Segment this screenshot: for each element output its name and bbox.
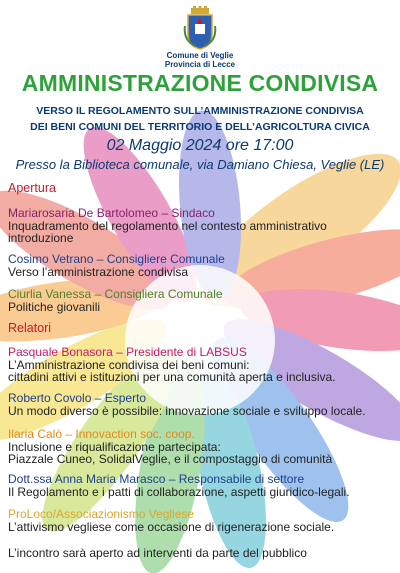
talk-line: Verso l’amministrazione condivisa (8, 264, 189, 279)
talk-line: Inquadramento del regolamento nel contesto amministrativo (8, 218, 327, 233)
provincia-name: Provincia di Lecce (164, 60, 236, 69)
program-item (8, 253, 396, 278)
talk-line: L’Amministrazione condivisa dei beni comuni: (8, 357, 250, 372)
town-crest-icon (183, 6, 217, 50)
program-item (8, 473, 396, 498)
closing-note: L’incontro sarà aperto ad interventi da parte del pubblico (8, 546, 307, 560)
section-relatori: Relatori (8, 321, 52, 335)
talk-line: Il Regolamento e i patti di collaborazione, aspetti giuridico-legali. (8, 484, 350, 499)
talk-line: cittadini attivi e istituzioni per una comunità aperta e inclusiva. (8, 370, 336, 384)
program-item (8, 288, 396, 313)
speaker-name: Ciurlia Vanessa – Consigliera Comunale (8, 287, 223, 301)
comune-name: Comune di Veglie (166, 51, 234, 60)
program-item (8, 508, 396, 533)
talk-line: L’attivismo vegliese come occasione di rigenerazione sociale. (8, 519, 335, 534)
speaker-name: Pasquale Bonasora – Presidente di LABSUS (8, 345, 247, 359)
event-subtitle-2: DEI BENI COMUNI DEL TERRITORIO E DELL’AGRICOLTURA CIVICA (30, 121, 370, 133)
talk-line: Piazzale Cuneo, SolidalVeglie, e il compostaggio di comunità (8, 452, 333, 466)
speaker-name: Mariarosaria De Bartolomeo – Sindaco (8, 206, 215, 220)
program-item (8, 428, 396, 466)
speaker-name: ProLoco/Associazionismo Vegliese (8, 507, 195, 521)
talk-line: Inclusione e riqualificazione partecipata: (8, 439, 221, 454)
event-title: AMMINISTRAZIONE CONDIVISA (21, 70, 379, 96)
talk-line: Politiche giovanili (8, 299, 101, 314)
program-item (8, 392, 396, 417)
event-subtitle-1: VERSO IL REGOLAMENTO SULL’AMMINISTRAZIONE CONDIVISA (36, 105, 364, 117)
program-item (8, 207, 396, 245)
event-date: 02 Maggio 2024 ore 17:00 (106, 137, 294, 154)
speaker-name: Cosimo Vetrano – Consigliere Comunale (8, 252, 225, 266)
section-apertura: Apertura (8, 181, 56, 195)
event-venue: Presso la Biblioteca comunale, via Damiano Chiesa, Veglie (LE) (15, 157, 385, 172)
program-item (8, 346, 396, 384)
speaker-name: Ilaria Calò – Innovaction soc. coop. (8, 427, 195, 441)
speaker-name: Roberto Covolo – Esperto (8, 391, 147, 405)
talk-line: Un modo diverso è possibile: innovazione sociale e sviluppo locale. (8, 403, 366, 418)
speaker-name: Dott.ssa Anna Maria Marasco – Responsabile di settore (8, 472, 305, 486)
talk-line: introduzione (8, 231, 74, 245)
